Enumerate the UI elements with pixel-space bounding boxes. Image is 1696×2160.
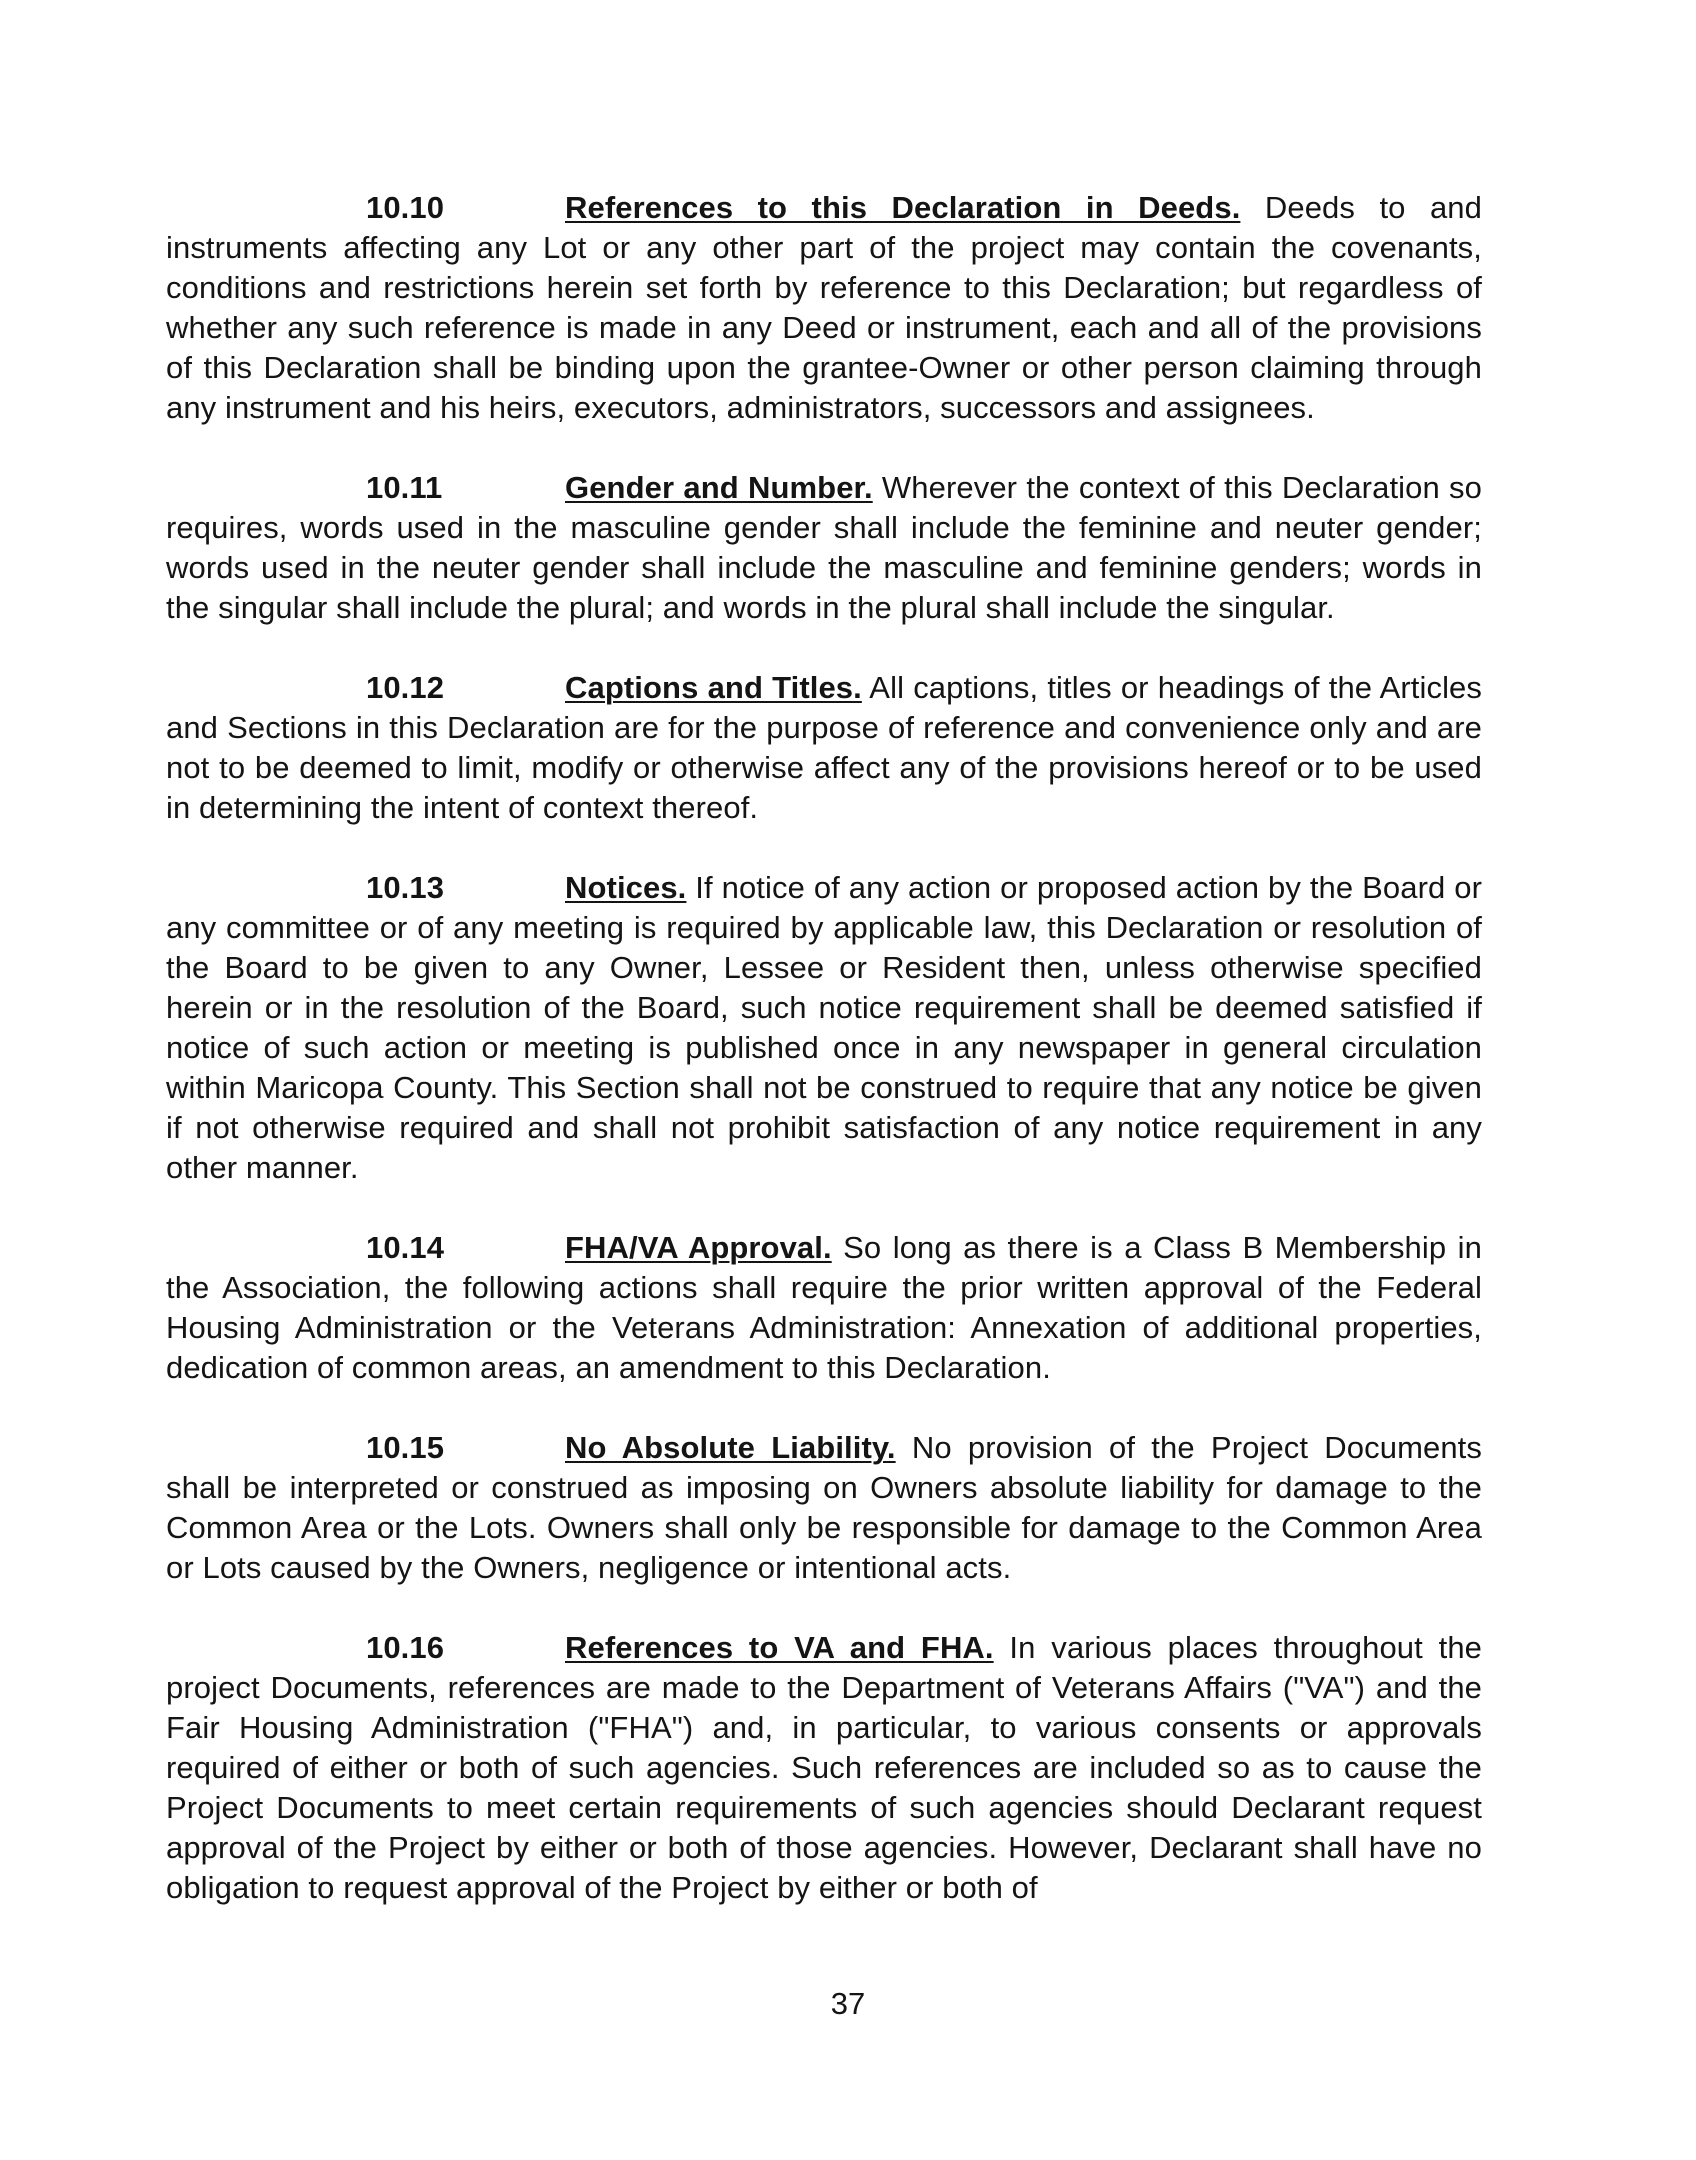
section-heading: References to VA and FHA. <box>565 1630 994 1665</box>
section-heading: Captions and Titles. <box>565 670 862 705</box>
section-heading: Notices. <box>565 870 687 905</box>
section-10-11 <box>166 468 1482 628</box>
section-heading: References to this Declaration in Deeds. <box>565 190 1241 225</box>
section-heading: FHA/VA Approval. <box>565 1230 832 1265</box>
section-10-14 <box>166 1228 1482 1388</box>
section-number: 10.16 <box>366 1630 445 1665</box>
section-text: All captions, titles or headings of the Articles and Sections in this Declaration are for the purpose of reference and convenience only and are not to be deemed to limit, modify or otherwise affect any of the provisions hereof or to be used in determining the intent of context thereof. <box>166 670 1482 825</box>
section-10-12 <box>166 668 1482 828</box>
section-10-16 <box>166 1628 1482 1908</box>
section-heading: No Absolute Liability. <box>565 1430 896 1465</box>
section-number: 10.13 <box>366 870 445 905</box>
section-number: 10.14 <box>366 1230 445 1265</box>
section-number: 10.15 <box>366 1430 445 1465</box>
section-text: In various places throughout the project Documents, references are made to the Department of Veterans Affairs ("VA") and the Fair Housing Administration ("FHA") and, in particular, to various consents or approvals required of either or both of such agencies. Such references are included so as to cause the Project Documents to meet certain requirements of such agencies should Declarant request approval of the Project by either or both of those agencies. However, Declarant shall have no obligation to request approval of the Project by either or both of <box>166 1630 1482 1905</box>
section-number: 10.11 <box>366 470 443 505</box>
section-heading: Gender and Number. <box>565 470 873 505</box>
section-number: 10.12 <box>366 670 445 705</box>
section-text: Wherever the context of this Declaration so requires, words used in the masculine gender shall include the feminine and neuter gender; words used in the neuter gender shall include the masculine and feminine genders; words in the singular shall include the plural; and words in the plural shall include the singular. <box>166 470 1482 625</box>
section-10-10 <box>166 188 1482 428</box>
section-10-13 <box>166 868 1482 1188</box>
section-10-15 <box>166 1428 1482 1588</box>
document-page <box>166 188 1482 1948</box>
section-text: So long as there is a Class B Membership in the Association, the following actions shall require the prior written approval of the Federal Housing Administration or the Veterans Administration: Annexation of additional properties, dedication of common areas, an amendment to this Declaration. <box>166 1230 1482 1385</box>
section-number: 10.10 <box>366 190 445 225</box>
section-text: If notice of any action or proposed action by the Board or any committee or of any meeting is required by applicable law, this Declaration or resolution of the Board to be given to any Owner, Lessee or Resident then, unless otherwise specified herein or in the resolution of the Board, such notice requirement shall be deemed satisfied if notice of such action or meeting is published once in any newspaper in general circulation within Maricopa County. This Section shall not be construed to require that any notice be given if not otherwise required and shall not prohibit satisfaction of any notice requirement in any other manner. <box>166 870 1482 1185</box>
section-text: No provision of the Project Documents shall be interpreted or construed as imposing on Owners absolute liability for damage to the Common Area or the Lots. Owners shall only be responsible for damage to the Common Area or Lots caused by the Owners, negligence or intentional acts. <box>166 1430 1482 1585</box>
section-text: Deeds to and instruments affecting any Lot or any other part of the project may contain the covenants, conditions and restrictions herein set forth by reference to this Declaration; but regardless of whether any such reference is made in any Deed or instrument, each and all of the provisions of this Declaration shall be binding upon the grantee-Owner or other person claiming through any instrument and his heirs, executors, administrators, successors and assignees. <box>166 190 1482 425</box>
page-number: 37 <box>830 1986 866 2021</box>
